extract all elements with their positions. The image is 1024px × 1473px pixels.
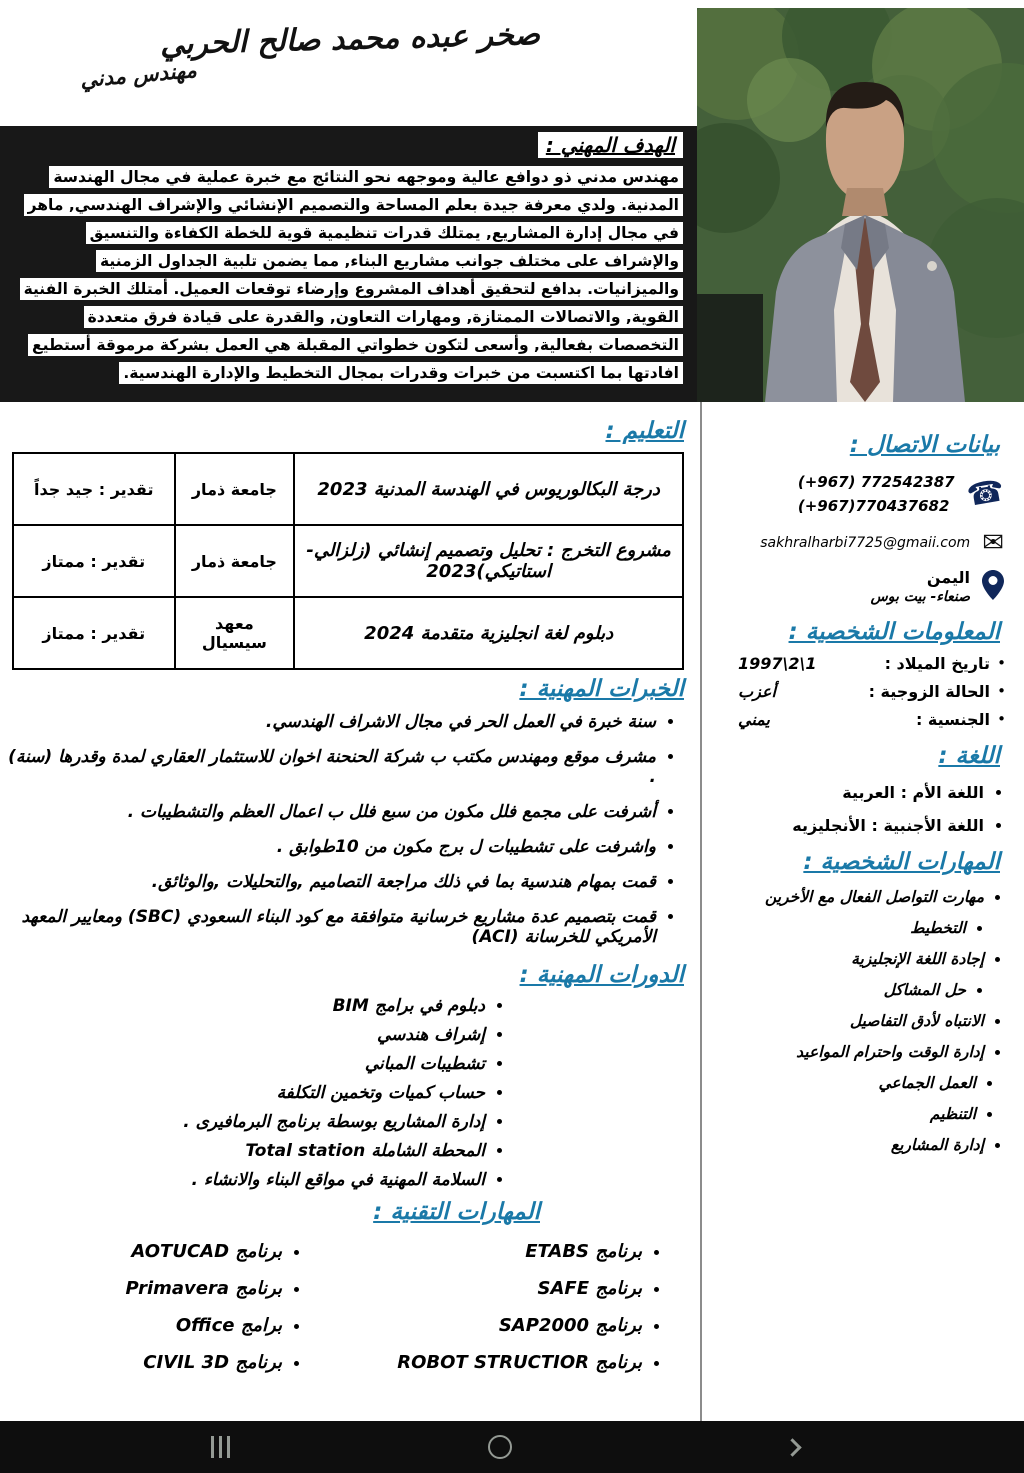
- courses-list: [6, 996, 690, 1190]
- language-item: • اللغة الأم : العربية: [712, 783, 984, 802]
- location-row: [714, 568, 1004, 605]
- soft-skill-item: • إدارة المشاريع: [712, 1136, 984, 1154]
- location-country: اليمن: [926, 568, 970, 587]
- back-icon[interactable]: [762, 1421, 822, 1473]
- education-heading: التعليم :: [605, 418, 684, 444]
- email-address: sakhralharbi7725@gmaii.com: [760, 535, 971, 551]
- soft-skill-item: • التخطيط: [712, 919, 966, 937]
- email-icon: ✉: [982, 528, 1004, 558]
- tech-skill-item: • برنامج SAP2000: [348, 1315, 642, 1336]
- course-item: • تشطيبات المباني: [6, 1054, 485, 1074]
- objective-section: [0, 126, 697, 402]
- tech-skill-item: • برنامج AOTUCAD: [6, 1241, 282, 1262]
- soft-skills-list: [712, 888, 1006, 1154]
- header-section: [0, 0, 1024, 402]
- degree-cell: دبلوم لغة انجليزية متقدمة 2024: [294, 597, 683, 669]
- soft-skill-item: • التنظيم: [712, 1105, 976, 1123]
- grade-cell: تقدير : ممتاز: [13, 525, 175, 597]
- school-cell: جامعة ذمار: [175, 453, 295, 525]
- grade-cell: تقدير : ممتاز: [13, 597, 175, 669]
- personal-info-value: 1\2\1997: [738, 654, 817, 673]
- location-city: صنعاء- بيت بوس: [870, 589, 970, 605]
- home-icon[interactable]: [470, 1421, 530, 1473]
- education-row: [13, 597, 683, 669]
- tech-skills-left-column: [6, 1241, 348, 1389]
- experience-item: • مشرف موقع ومهندس مكتب ب شركة الحنحنة اخوان للاستثمار العقاري لمدة وقدرها (سنة) .: [6, 747, 656, 787]
- experience-heading: الخبرات المهنية :: [519, 676, 684, 702]
- objective-heading: الهدف المهني :: [538, 132, 683, 158]
- tech-skills-columns: [6, 1241, 690, 1389]
- location-pin-icon: [982, 570, 1004, 604]
- sidebar-column: [700, 402, 1024, 1421]
- content-columns: [0, 402, 1024, 1421]
- phone-number-1: (+967) 772542387: [797, 473, 955, 491]
- degree-cell: درجة البكالوريوس في الهندسة المدنية 2023: [294, 453, 683, 525]
- experience-item: • قمت بتصميم عدة مشاريع خرسانية متوافقة مع كود البناء السعودي (SBC) ومعايير المعهد الأمريكي للخرسانة (ACI): [6, 907, 656, 947]
- school-cell: جامعة ذمار: [175, 525, 295, 597]
- personal-info-label: • الحالة الزوجية :: [868, 682, 990, 701]
- soft-skill-item: • العمل الجماعي: [712, 1074, 976, 1092]
- soft-skill-item: • حل المشاكل: [712, 981, 966, 999]
- experience-list: [6, 712, 690, 947]
- recent-apps-icon[interactable]: [190, 1421, 250, 1473]
- experience-item: • أشرفت على مجمع فلل مكون من سبع فلل ب اعمال العظم والتشطيبات .: [6, 802, 656, 822]
- personal-info-row: [712, 682, 1006, 701]
- phone-number-2: (+967)770437682: [797, 497, 950, 515]
- tech-skill-item: • برنامج SAFE: [348, 1278, 642, 1299]
- profile-photo: [697, 8, 1024, 402]
- tech-skill-item: • برنامج ETABS: [348, 1241, 642, 1262]
- grade-cell: تقدير : جيد جداً: [13, 453, 175, 525]
- candidate-job-title: مهندس مدني: [79, 57, 198, 93]
- soft-skill-item: • مهارت التواصل الفعال مع الأخرين: [712, 888, 984, 906]
- degree-cell: مشروع التخرج : تحليل وتصميم إنشائي (زلزالي- استاتيكي)2023: [294, 525, 683, 597]
- phone-numbers: [798, 470, 955, 518]
- location-text: [871, 568, 970, 605]
- course-item: • المحطة الشاملة Total station: [6, 1141, 485, 1161]
- personal-info-label: • الجنسية :: [915, 710, 990, 729]
- soft-skill-item: • إجادة اللغة الإنجليزية: [712, 950, 984, 968]
- objective-text: مهندس مدني ذو دوافع عالية وموجهه نحو النتائج مع خبرة عملية في مجال الهندسة المدنية. ولدي معرفة جيدة بعلم المساحة والتصميم الإنشائي والإشراف الهندسي, ماهر في مجال إدارة المشاريع, يمتلك قدرات تنظيمية قوية للخطة الكفاءة والتنسيق والإشراف على مختلف جوانب مشاريع البناء, مما يضمن تلبية الجداول الزمنية والميزانيات. بدافع لتحقيق أهداف المشروع وإرضاء توقعات العميل. أمتلك الخبرة الفنية القوية, والاتصالات الممتازة, ومهارات التعاون, والقدرة على قيادة فرق متعددة التخصصات بفعالية, وأسعى لتكون خطواتي المقبلة هي العمل بشركة مرموقة أستطيع افادتها بما اكتسبت من خبرات وقدرات بمجال التخطيط والإدارة الهندسية.: [10, 163, 683, 387]
- education-row: [13, 453, 683, 525]
- tech-skill-item: • برنامج CIVIL 3D: [6, 1352, 282, 1373]
- candidate-name: صخر عبده محمد صالح الحربي: [159, 17, 541, 62]
- main-column: [0, 402, 700, 1421]
- personal-info-value: يمني: [738, 710, 770, 729]
- android-nav-bar: [0, 1421, 1024, 1473]
- tech-skill-item: • برنامج Primavera: [6, 1278, 282, 1299]
- tech-skills-heading: المهارات التقنية :: [373, 1199, 540, 1225]
- personal-info-row: [712, 710, 1006, 729]
- personal-info-list: [712, 654, 1006, 729]
- language-list: [712, 783, 1006, 835]
- soft-skills-heading: المهارات الشخصية :: [803, 849, 1000, 875]
- personal-info-value: أعزب: [738, 682, 776, 701]
- course-item: • حساب كميات وتخمين التكلفة: [6, 1083, 485, 1103]
- course-item: • دبلوم في برامج BIM: [6, 996, 485, 1016]
- education-row: [13, 525, 683, 597]
- phone-icon: ☎: [963, 473, 1007, 514]
- language-item: • اللغة الأجنبية : الأنجليزيه: [712, 816, 984, 835]
- profile-photo-illustration: [697, 8, 1024, 402]
- experience-item: • سنة خبرة في العمل الحر في مجال الاشراف الهندسي.: [6, 712, 656, 732]
- tech-skill-item: • برامج Office: [6, 1315, 282, 1336]
- language-heading: اللغة :: [938, 743, 1000, 769]
- courses-heading: الدورات المهنية :: [519, 962, 684, 988]
- contact-heading: بيانات الاتصال :: [849, 432, 1000, 458]
- course-item: • إدارة المشاريع بوسطة برنامج البرمافيرى .: [6, 1112, 485, 1132]
- tech-skill-item: • برنامج ROBOT STRUCTIOR: [348, 1352, 642, 1373]
- course-item: • السلامة المهنية في مواقع البناء والانشاء .: [6, 1170, 485, 1190]
- experience-item: • واشرفت على تشطيبات ل برج مكون من 10طوابق .: [6, 837, 656, 857]
- soft-skill-item: • الانتباه لأدق التفاصيل: [712, 1012, 984, 1030]
- personal-info-row: [712, 654, 1006, 673]
- experience-item: • قمت بمهام هندسية بما في ذلك مراجعة التصاميم ,والتحليلات ,والوثائق.: [6, 872, 656, 892]
- soft-skill-item: • إدارة الوقت واحترام المواعيد: [712, 1043, 984, 1061]
- tech-skills-right-column: [348, 1241, 690, 1389]
- school-cell: معهد سيسيال: [175, 597, 295, 669]
- education-table: [12, 452, 684, 670]
- personal-info-label: • تاريخ الميلاد :: [884, 654, 990, 673]
- personal-info-heading: المعلومات الشخصية :: [788, 619, 1000, 645]
- email-row: [714, 530, 1004, 556]
- course-item: • إشراف هندسي: [6, 1025, 485, 1045]
- phone-row: [714, 470, 1007, 518]
